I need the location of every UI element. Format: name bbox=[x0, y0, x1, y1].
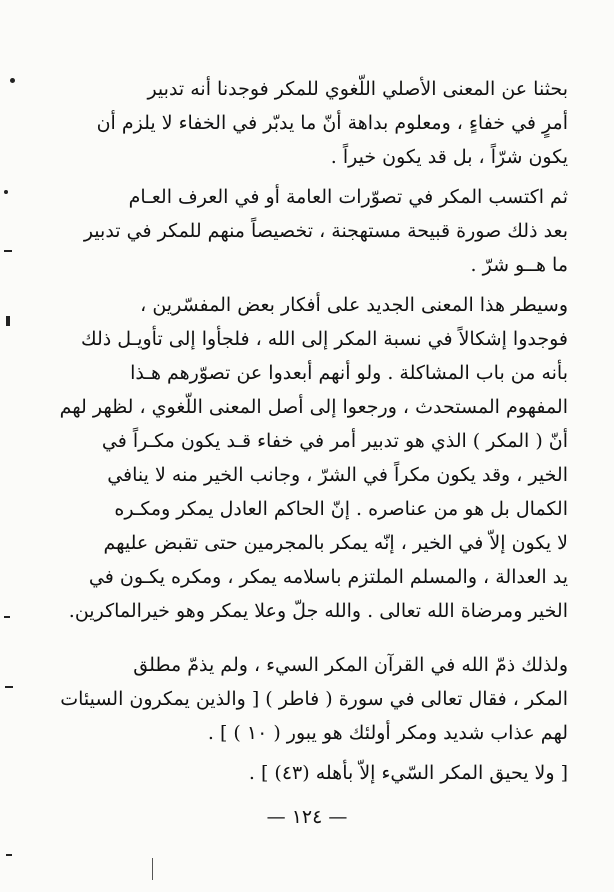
text-line: بحثنا عن المعنى الأصلي اللّغوي للمكر فوجدنا أنه تدبير bbox=[147, 78, 568, 100]
margin-mark bbox=[4, 190, 8, 194]
text-line: المفهوم المستحدث ، ورجعوا إلى أصل المعنى اللّغوي ، لظهر لهم bbox=[59, 396, 568, 418]
text-line: فوجدوا إشكالاً في نسبة المكر إلى الله ، فلجأوا إلى تأويـل ذلك bbox=[80, 328, 568, 350]
text-line: أنّ ( المكر ) الذي هو تدبير أمر في خفاء قـد يكون مكـراً في bbox=[101, 430, 568, 452]
text-line: ثم اكتسب المكر في تصوّرات العامة أو في العرف العـام bbox=[128, 186, 568, 208]
text-line: لهم عذاب شديد ومكر أولئك هو يبور ( ١٠ ) ] . bbox=[207, 722, 568, 744]
paragraph-4 bbox=[48, 648, 568, 750]
text-line: [ ولا يحيق المكر السّيء إلاّ بأهله (٤٣) ] . bbox=[248, 762, 568, 784]
text-line: الخير ، وقد يكون مكراً في الشرّ ، وجانب الخير منه لا ينافي bbox=[107, 464, 568, 486]
text-line: بأنه من باب المشاكلة . ولو أنهم أبعدوا عن تصوّرهم هـذا bbox=[130, 362, 568, 384]
quran-verse bbox=[48, 756, 568, 790]
margin-mark bbox=[10, 78, 15, 83]
margin-mark bbox=[6, 854, 12, 856]
text-line: ما هــو شرّ . bbox=[470, 254, 568, 276]
text-line: أمرٍ في خفاءٍ ، ومعلوم بداهة أنّ ما يدبّر في الخفاء لا يلزم أن bbox=[96, 112, 568, 134]
text-line: بعد ذلك صورة قبيحة مستهجنة ، تخصيصاً منهم للمكر في تدبير bbox=[83, 220, 568, 242]
page-number: — ١٢٤ — bbox=[266, 806, 348, 828]
text-line: الخير ومرضاة الله تعالى . والله جلّ وعلا يمكر وهو خيرالماكرين. bbox=[68, 600, 568, 622]
text-line: لا يكون إلاّ في الخير ، إنّه يمكر بالمجرمين حتى تقبض عليهم bbox=[103, 532, 568, 554]
paragraph-1 bbox=[48, 72, 568, 174]
text-line: يد العدالة ، والمسلم الملتزم باسلامه يمكر ، ومكره يكـون في bbox=[88, 566, 568, 588]
margin-mark bbox=[152, 858, 153, 880]
text-line: الكمال بل هو من عناصره . إنّ الحاكم العادل يمكر ومكـره bbox=[114, 498, 568, 520]
text-line: المكر ، فقال تعالى في سورة ( فاطر ) [ والذين يمكرون السيئات bbox=[60, 688, 568, 710]
margin-mark bbox=[4, 250, 12, 252]
text-line: وسيطر هذا المعنى الجديد على أفكار بعض المفسّرين ، bbox=[140, 294, 568, 316]
margin-mark bbox=[6, 316, 10, 326]
paragraph-2 bbox=[48, 180, 568, 282]
margin-mark bbox=[4, 616, 10, 618]
margin-mark bbox=[5, 686, 13, 688]
paragraph-3 bbox=[48, 288, 568, 628]
text-line: يكون شرّاً ، بل قد يكون خيراً . bbox=[330, 146, 568, 168]
text-line: ولذلك ذمّ الله في القرآن المكر السيء ، ولم يذمّ مطلق bbox=[133, 654, 568, 676]
